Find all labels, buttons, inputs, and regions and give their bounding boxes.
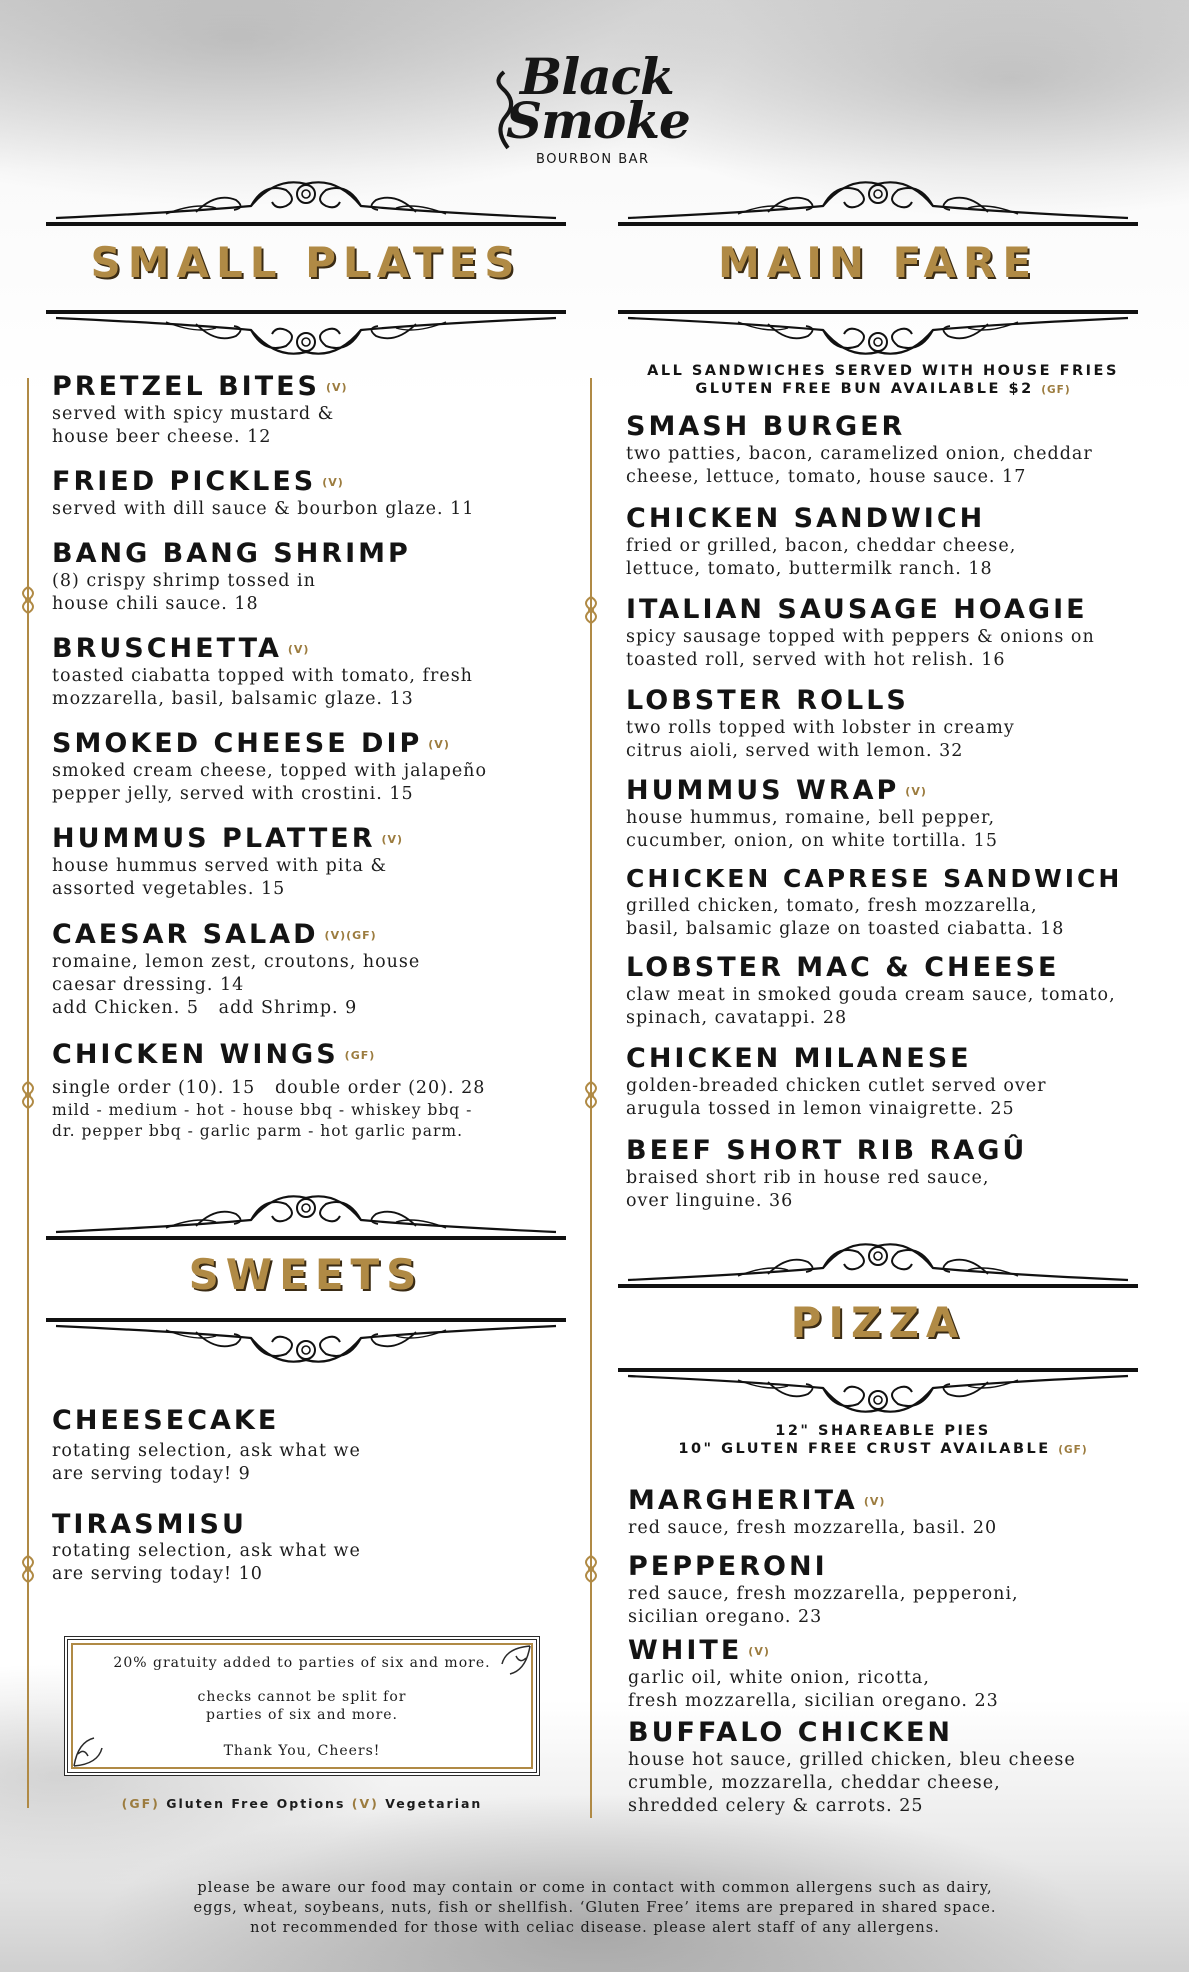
- item-name: TIRASMISU: [52, 1509, 247, 1540]
- fleur-ornament-icon: [16, 565, 40, 635]
- menu-item: [52, 467, 572, 521]
- split-check-line: checks cannot be split for: [197, 1689, 407, 1705]
- item-description: braised short rib in house red sauce, over linguine. 36: [626, 1167, 990, 1211]
- item-name: CAESAR SALAD: [52, 919, 319, 950]
- scroll-ornament-bottom: [46, 1302, 566, 1378]
- legend-gf-text: Gluten Free Options: [166, 1796, 346, 1811]
- item-name: HUMMUS PLATTER: [52, 823, 376, 854]
- item-description: served with dill sauce & bourbon glaze. 11: [52, 498, 475, 519]
- item-name: LOBSTER MAC & CHEESE: [626, 952, 1060, 983]
- item-name: WHITE: [628, 1635, 743, 1666]
- item-description: romaine, lemon zest, croutons, house caesar dressing. 14 add Chicken. 5 add Shrimp. 9: [52, 951, 421, 1018]
- menu-item: [626, 864, 1146, 941]
- item-description: rotating selection, ask what we are serving today! 9: [52, 1441, 361, 1484]
- menu-item: [52, 372, 572, 449]
- menu-item: [52, 920, 572, 1020]
- item-tag: (V): [748, 1644, 770, 1658]
- pizza-note: [618, 1422, 1148, 1459]
- menu-item: [52, 1406, 572, 1486]
- item-description: smoked cream cheese, topped with jalapeño pepper jelly, served with crostini. 15: [52, 760, 487, 804]
- item-name: BRUSCHETTA: [52, 633, 282, 664]
- scroll-ornament-top: [618, 1228, 1138, 1304]
- scroll-ornament-top: [46, 166, 566, 242]
- thank-you-line: Thank You, Cheers!: [223, 1743, 381, 1759]
- item-description: (8) crispy shrimp tossed in house chili sauce. 18: [52, 570, 316, 614]
- gf-tag: (GF): [1058, 1444, 1088, 1456]
- pizza-note-line1: 12" SHAREABLE PIES: [775, 1423, 991, 1439]
- item-description: claw meat in smoked gouda cream sauce, tomato, spinach, cavatappi. 28: [626, 984, 1116, 1028]
- pizza-note-line2: 10" GLUTEN FREE CRUST AVAILABLE: [678, 1441, 1051, 1457]
- item-name: CHEESECAKE: [52, 1405, 280, 1436]
- item-name: BUFFALO CHICKEN: [628, 1717, 954, 1748]
- legend-v-text: Vegetarian: [385, 1796, 483, 1811]
- menu-item: [626, 1136, 1146, 1213]
- scroll-ornament-bottom: [618, 1352, 1138, 1428]
- allergen-line: please be aware our food may contain or come in contact with common allergens such as dairy,: [197, 1880, 993, 1896]
- menu-item: [626, 412, 1146, 489]
- item-name: SMASH BURGER: [626, 411, 906, 442]
- menu-item: [626, 686, 1146, 763]
- item-name: SMOKED CHEESE DIP: [52, 728, 423, 759]
- fleur-ornament-icon: [579, 1060, 603, 1130]
- item-tag: (V): [326, 380, 348, 394]
- menu-item: [626, 776, 1146, 853]
- item-description: two patties, bacon, caramelized onion, cheddar cheese, lettuce, tomato, house sauce. 17: [626, 443, 1093, 487]
- item-name: FRIED PICKLES: [52, 466, 317, 497]
- item-tag: (V): [287, 642, 310, 656]
- item-description: house hot sauce, grilled chicken, bleu cheese crumble, mozzarella, cheddar cheese, shredded celery & carrots. 25: [628, 1749, 1076, 1816]
- allergen-line: eggs, wheat, soybeans, nuts, fish or shellfish. ‘Gluten Free’ items are prepared in shared space.: [193, 1900, 997, 1916]
- item-tag: (V): [863, 1494, 886, 1508]
- item-name: CHICKEN SANDWICH: [626, 503, 986, 534]
- menu-item: [628, 1486, 1148, 1540]
- menu-item: [626, 953, 1146, 1030]
- item-name: CHICKEN CAPRESE SANDWICH: [626, 864, 1123, 893]
- brand-logo: [490, 47, 700, 172]
- allergen-line: not recommended for those with celiac disease. please alert staff of any allergens.: [250, 1920, 940, 1936]
- gratuity-line: 20% gratuity added to parties of six and more.: [113, 1655, 491, 1671]
- item-name: CHICKEN WINGS: [52, 1039, 339, 1070]
- dietary-legend: [64, 1796, 540, 1811]
- menu-item: [626, 595, 1146, 672]
- item-description: house hummus, romaine, bell pepper, cucumber, onion, on white tortilla. 15: [626, 807, 998, 851]
- fleur-ornament-icon: [579, 1534, 603, 1604]
- split-check-line: parties of six and more.: [206, 1707, 398, 1723]
- sandwich-note: [618, 362, 1148, 399]
- item-description: rotating selection, ask what we are serving today! 10: [52, 1541, 361, 1584]
- item-tag: (GF): [344, 1048, 376, 1062]
- scroll-ornament-bottom: [618, 294, 1138, 370]
- section-title-pizza: PIZZA: [790, 1298, 966, 1347]
- item-description: fried or grilled, bacon, cheddar cheese, lettuce, tomato, buttermilk ranch. 18: [626, 535, 1017, 579]
- item-flavors: mild - medium - hot - house bbq - whiskey bbq - dr. pepper bbq - garlic parm - hot garlic parm.: [52, 1100, 473, 1140]
- item-tag: (V)(GF): [324, 928, 377, 942]
- item-tag: (V): [322, 475, 344, 489]
- fleur-ornament-icon: [579, 575, 603, 645]
- item-name: HUMMUS WRAP: [626, 775, 900, 806]
- scroll-ornament-bottom: [46, 294, 566, 370]
- menu-item: [52, 634, 572, 711]
- item-description: spicy sausage topped with peppers & onions on toasted roll, served with hot relish. 16: [626, 626, 1095, 670]
- menu-item: [628, 1718, 1148, 1818]
- item-description: red sauce, fresh mozzarella, pepperoni, sicilian oregano. 23: [628, 1583, 1019, 1627]
- menu-item: [626, 1044, 1146, 1121]
- item-description: red sauce, fresh mozzarella, basil. 20: [628, 1517, 998, 1538]
- item-description: grilled chicken, tomato, fresh mozzarella, basil, balsamic glaze on toasted ciabatta. 18: [626, 896, 1065, 939]
- item-description: house hummus served with pita & assorted vegetables. 15: [52, 855, 388, 899]
- item-description: golden-breaded chicken cutlet served over arugula tossed in lemon vinaigrette. 25: [626, 1075, 1047, 1119]
- section-title-small-plates: SMALL PLATES: [90, 238, 522, 287]
- smoke-wisp-icon: [490, 70, 520, 150]
- allergen-disclaimer: [80, 1878, 1110, 1938]
- gf-tag: (GF): [1041, 384, 1071, 396]
- menu-item: [52, 1040, 572, 1142]
- gratuity-notice-box: [64, 1636, 540, 1776]
- item-name: LOBSTER ROLLS: [626, 685, 909, 716]
- menu-item: [628, 1636, 1148, 1713]
- menu-item: [628, 1552, 1148, 1629]
- logo-word-smoke: Smoke: [506, 91, 690, 150]
- item-description: served with spicy mustard & house beer cheese. 12: [52, 403, 335, 447]
- item-name: ITALIAN SAUSAGE HOAGIE: [626, 594, 1088, 625]
- sandwich-note-line1: ALL SANDWICHES SERVED WITH HOUSE FRIES: [647, 363, 1119, 379]
- fleur-ornament-icon: [16, 1534, 40, 1604]
- fleur-ornament-icon: [16, 1060, 40, 1130]
- item-tag: (V): [381, 832, 404, 846]
- item-name: MARGHERITA: [628, 1485, 858, 1516]
- item-name: BEEF SHORT RIB RAGÛ: [626, 1135, 1028, 1166]
- section-title-main-fare: MAIN FARE: [717, 238, 1039, 287]
- menu-item: [52, 1510, 572, 1586]
- legend-v-tag: (V): [351, 1796, 379, 1811]
- legend-gf-tag: (GF): [121, 1796, 160, 1811]
- item-name: CHICKEN MILANESE: [626, 1043, 972, 1074]
- item-name: PEPPERONI: [628, 1551, 828, 1582]
- item-tag: (V): [905, 784, 927, 798]
- menu-item: [52, 539, 572, 616]
- item-name: BANG BANG SHRIMP: [52, 538, 411, 569]
- item-description: garlic oil, white onion, ricotta, fresh mozzarella, sicilian oregano. 23: [628, 1667, 999, 1711]
- item-name: PRETZEL BITES: [52, 371, 320, 402]
- item-description: single order (10). 15 double order (20). 28: [52, 1077, 486, 1098]
- menu-item: [52, 824, 572, 901]
- scroll-ornament-top: [618, 166, 1138, 242]
- item-tag: (V): [428, 737, 450, 751]
- sandwich-note-line2: GLUTEN FREE BUN AVAILABLE $2: [695, 381, 1034, 397]
- section-title-sweets: SWEETS: [188, 1250, 424, 1299]
- menu-item: [52, 729, 572, 806]
- menu-item: [626, 504, 1146, 581]
- item-description: toasted ciabatta topped with tomato, fresh mozzarella, basil, balsamic glaze. 13: [52, 665, 473, 709]
- logo-subtitle: BOURBON BAR: [536, 152, 650, 167]
- logo-word-black: Black: [520, 47, 674, 106]
- item-description: two rolls topped with lobster in creamy citrus aioli, served with lemon. 32: [626, 717, 1015, 761]
- scroll-ornament-top: [46, 1180, 566, 1256]
